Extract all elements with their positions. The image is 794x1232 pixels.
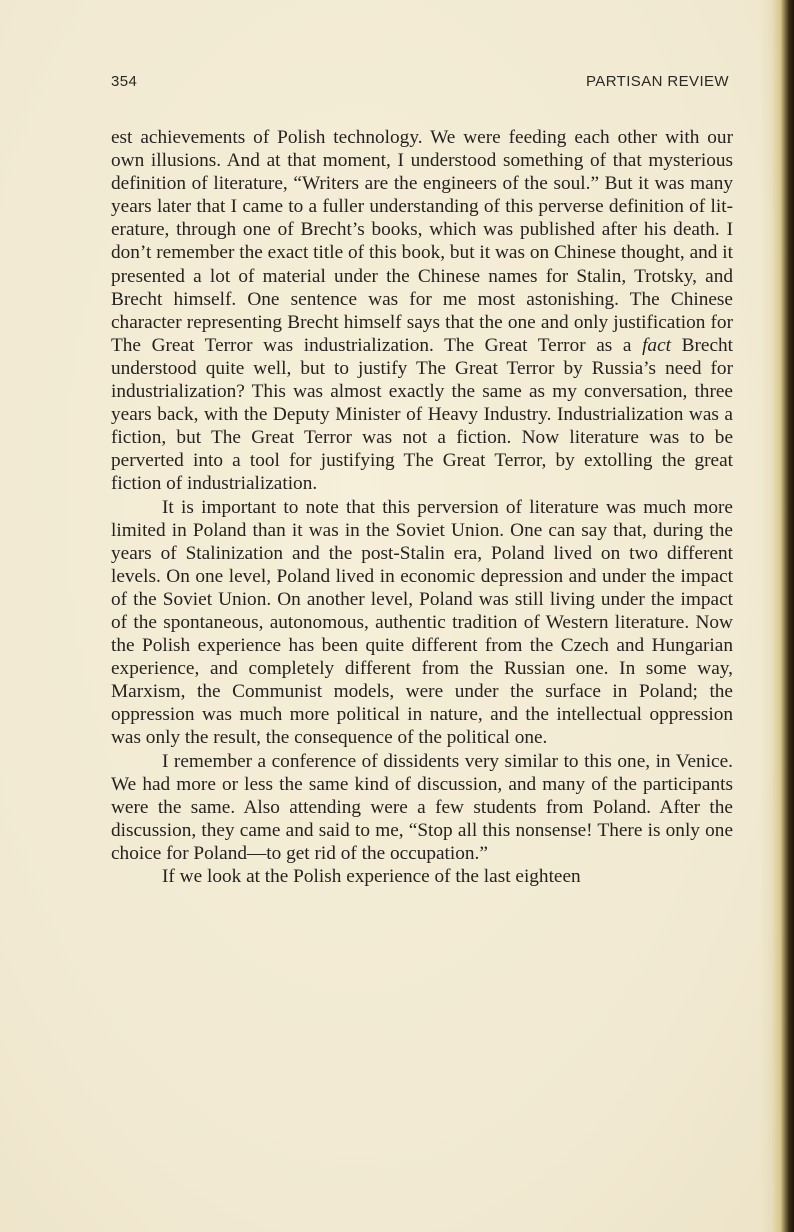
paragraph-2: It is important to note that this perversion of literature was much more limited in Poland than it was in the Soviet Union. One can say that, during the years of Stalinization and the post-Stalin era, Poland lived on two different levels. On one level, Poland lived in economic depression and under the impact of the Soviet Union. On another level, Poland was still living under the impact of the spontaneous, autonomous, authentic tradition of Western literature. Now the Polish experience has been quite different from the Czech and Hungarian experience, and completely different from the Russian one. In some way, Marxism, the Communist models, were under the surface in Poland; the oppression was much more political in nature, and the intellectual oppression was only the result, the consequence of the political one.	[111, 496, 733, 749]
running-head: PARTISAN REVIEW	[586, 73, 729, 90]
page-header	[111, 73, 729, 93]
paragraph-1-continuation: Brecht understood quite well, but to justify The Great Terror by Russia’s need for industrialization? This was almost exactly the same as my conversation, three years back, with the Deputy Minister of Heavy Industry. Industrialization was a fiction, but The Great Terror was not a fiction. Now literature was to be perverted into a tool for justifying The Great Terror, by extolling the great fiction of industrialization.	[111, 334, 733, 495]
binding-gutter-shadow	[760, 0, 794, 1232]
page-number: 354	[111, 73, 138, 90]
paragraph-1-text: est achievements of Polish technology. We were feeding each other with our own illusions. And at that moment, I understood something of that mysterious definition of literature, “Writers are the engineers of the soul.” But it was many years later that I came to a fuller understanding of this perverse definition of literature, through one of Brecht’s books, which was published after his death. I don’t remember the exact title of this book, but it was on Chinese thought, and it presented a lot of material under the Chinese names for Stalin, Trotsky, and Brecht himself. One sentence was for me most astonishing. The Chinese character representing Brecht himself says that the one and only justification for The Great Terror was industrialization. The Great Terror as a	[111, 127, 733, 356]
paragraph-3: I remember a conference of dissidents very similar to this one, in Venice. We had more or less the same kind of discussion, and many of the participants were the same. Also attending were a few students from Poland. After the discussion, they came and said to me, “Stop all this nonsense! There is only one choice for Poland—to get rid of the occupation.”	[111, 750, 733, 864]
italic-emphasis: fact	[642, 334, 671, 356]
paragraph-4: If we look at the Polish experience of the last eighteen	[162, 866, 581, 887]
body-text	[111, 126, 733, 888]
paragraph-1	[111, 126, 733, 496]
